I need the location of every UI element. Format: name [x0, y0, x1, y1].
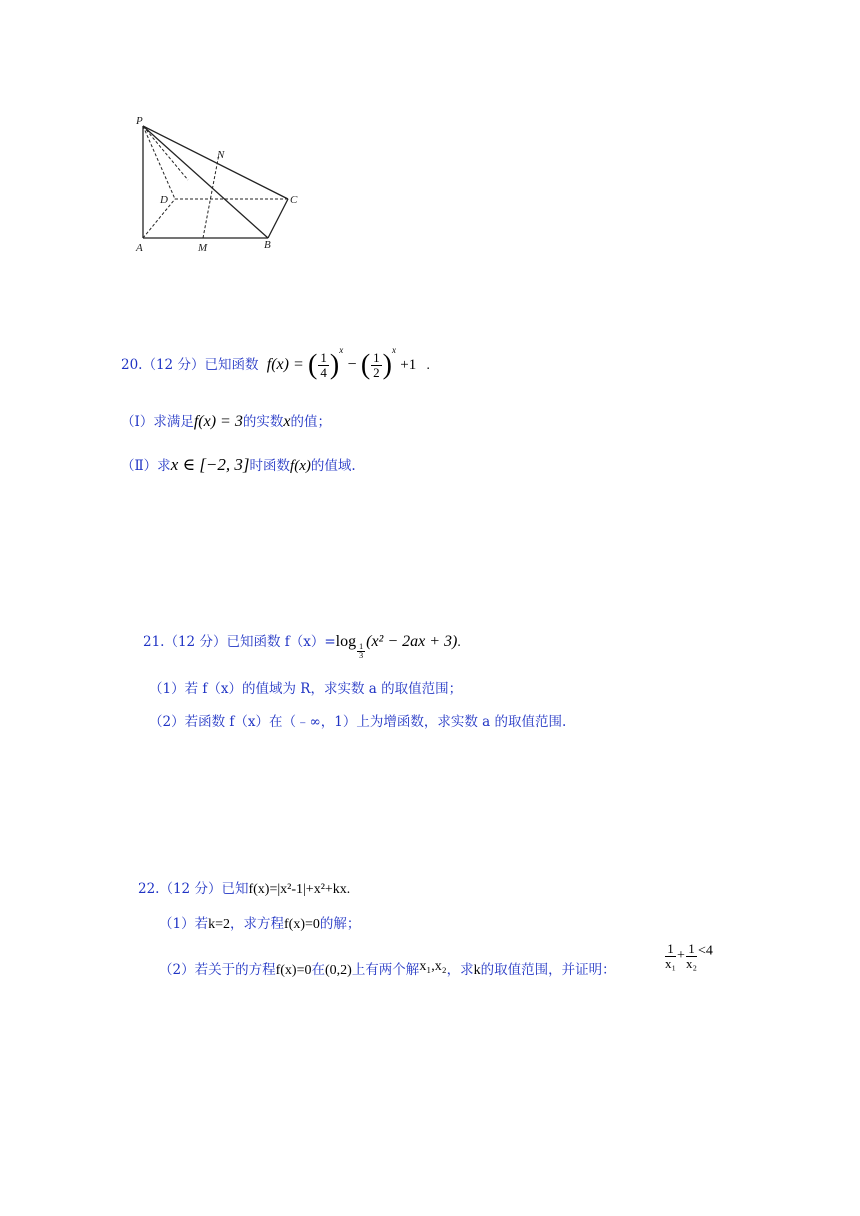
q20-part2-func: f(x)	[290, 458, 311, 474]
q22-ineq-plus: +	[677, 948, 685, 964]
q20-frac2-den: 2	[373, 365, 380, 380]
q21-log: log	[335, 633, 357, 650]
q22-end: .	[346, 881, 351, 896]
pyramid-figure	[128, 110, 318, 260]
q22-ineq-frac1	[665, 942, 676, 970]
q20-end: .	[426, 357, 430, 372]
q22-part2-roots: x₁,x₂	[419, 959, 447, 974]
q20-part2	[121, 454, 356, 475]
q21-log-base-num: 1	[359, 641, 364, 651]
q22-part1-k: k=2	[208, 917, 230, 932]
q22-part1	[159, 912, 360, 933]
q22-header-line	[138, 877, 350, 898]
label-m: M	[198, 242, 208, 254]
q20-header: 20.（12 分）已知函数	[121, 357, 259, 373]
q20-part1-eq: f(x) = 3	[193, 413, 243, 430]
q21-log-arg: (x² − 2ax + 3)	[366, 633, 458, 650]
q20-part1-pre: （Ⅰ）求满足	[121, 414, 194, 430]
q21-log-base-den: 3	[359, 651, 364, 660]
q22-ineq-frac2-den: x₂	[685, 955, 697, 971]
q20-frac1-den: 4	[320, 365, 327, 380]
q20-part1	[121, 410, 331, 431]
q22-part1-post: 的解；	[319, 916, 361, 932]
q20-plus-one: +1	[400, 357, 417, 373]
q22-part2-mid: 上有两个解	[351, 962, 420, 978]
q21-header: 21.（12 分）已知函数 f（x）=	[143, 634, 336, 650]
q20-frac1-num: 1	[320, 350, 327, 366]
q21-header-line	[143, 630, 461, 660]
q20-part2-mid: 时函数	[249, 458, 291, 474]
label-d: D	[160, 194, 168, 206]
q22-part2	[159, 958, 616, 979]
q20-header-line: 20.（12 分）已知函数 f(x) = ( $\frac{1}{4}$ )$^x$ − ( $\frac{1}{2}$ )$^x$ +1 .	[121, 345, 430, 381]
q22-part2-in: 在	[311, 962, 325, 978]
q22-ineq-rhs: <4	[698, 943, 713, 959]
pyramid-diagram	[128, 110, 318, 260]
q22-part2-mid2: ，求	[446, 962, 474, 978]
q20-part1-mid: 的实数	[242, 414, 284, 430]
q20-part2-set: x ∈ [−2, 3]	[170, 455, 250, 474]
q21-log-base	[357, 643, 365, 661]
label-p: P	[136, 115, 143, 127]
q22-expr: f(x)=|x²-1|+x²+kx	[248, 882, 347, 897]
q22-part2-interval: (0,2)	[324, 963, 352, 978]
q21-end: .	[457, 634, 461, 649]
q20-exp2: x	[391, 345, 396, 355]
q22-part1-pre: （1）若	[159, 916, 209, 932]
q20-part1-var: x	[283, 413, 291, 430]
q22-ineq-frac2	[686, 942, 697, 970]
label-n: N	[217, 149, 225, 161]
q22-inequality	[664, 942, 713, 970]
q22-ineq-frac1-den: x₁	[665, 955, 677, 971]
q20-exp1: x	[339, 345, 344, 355]
q20-part2-post: 的值域.	[310, 458, 356, 474]
q22-part2-eq: f(x)=0	[275, 963, 312, 978]
q22-ineq-frac1-num: 1	[665, 942, 676, 957]
q22-part1-eq: f(x)=0	[284, 917, 320, 932]
q20-frac2-num: 1	[373, 350, 380, 366]
q22-part1-mid: ，求方程	[230, 916, 284, 932]
q21-part1: （1）若 f（x）的值域为 R，求实数 a 的取值范围；	[149, 681, 463, 697]
q20-func-lhs: f(x) =	[266, 356, 304, 373]
q20-frac2	[371, 351, 382, 379]
q22-part2-post: 的取值范围，并证明：	[480, 962, 616, 978]
q22-header: 22.（12 分）已知	[138, 881, 249, 897]
q21-part2: （2）若函数 f（x）在（﹣∞，1）上为增函数，求实数 a 的取值范围.	[149, 714, 567, 730]
q22-ineq-frac2-num: 1	[686, 942, 697, 957]
q22-part2-pre: （2）若关于的方程	[159, 962, 276, 978]
q20-part1-post: 的值；	[290, 414, 331, 430]
q20-frac1	[318, 351, 329, 379]
label-a: A	[136, 242, 143, 254]
q22-part2-k: k	[473, 963, 481, 978]
q20-part2-pre: （Ⅱ）求	[121, 458, 171, 474]
label-b: B	[264, 239, 271, 251]
label-c: C	[290, 194, 298, 206]
